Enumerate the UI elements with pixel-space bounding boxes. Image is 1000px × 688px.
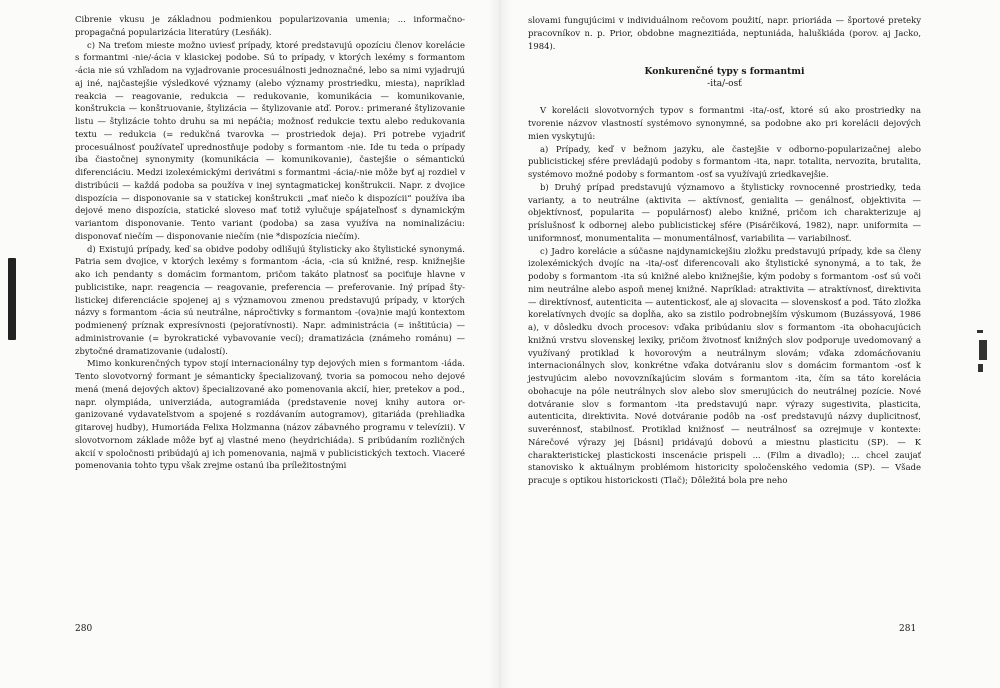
right-paragraph: c) Jadro korelácie a súčasne najdynamickejšiu zložku predstavujú prípady, kde sa členy izolexémických dvojíc na -ita/-osť diferencovali ako štylistické synonymá, a to tak, že podoby s formantom -ita sú knižné alebo knižnejšie, kým podoby s formantom -osť sú voči nim neutrálne alebo aspoň menej knižné. Napríklad: atraktivita — atraktívnosť, direktivita — direktívnosť, autenticita — autentickosť, ale aj slovacita — slovenskosť a pod. Táto zložka korelatívnych dvojíc sa dopĺňa, ako sa zistilo podrobnejším výskumom (Buzássyová, 1986 a), v dôsledku dvoch procesov: vďaka pribúdaniu slov s formantom -ita obohacujúcich knižnú vrstvu slovenskej lexiky, pričom životnosť knižných slov podporuje uvedomovaný a využívaný protiklad k hovorovým a neutrálnym slovám; vďaka zdomácňovaniu internacionálnych slov, konkrétne vďaka dotváraniu slov s domácim formantom -osť k jestvujúcim alebo novovzníkajúcim slovám s formantom -ita, čím sa táto korelácia obohacuje na póle neutrálnych slov alebo slov smerujúcich do neutrálnej pozície. Nové dotváranie slov s formantom -ita predstavujú napr. výrazy sugestivita, plasticita, autenticita, direktivita. Nové dotváranie podôb na -osť predstavujú názvy duplicitnosť, suverénnosť, stabilnosť. Protiklad knižnosť — neutrálnosť sa ozrejmuje v kontexte: Nárečové výrazy jej [básni] pridávajú dobovú a miestnu plasticitu (SP). — K charakteristickej plastickosti inscenácie prispeli ... (Film a divadlo); ... chcel zaujať stanovisko k aktuálnym problémom historicity spoločenského vedomia (SP). — Všade pracuje s optikou historickosti (Tlač); Dôležitá bola pre neho — [528, 245, 921, 485]
left-page-text — [75, 13, 465, 472]
section-heading — [528, 66, 921, 90]
scan-edge-mark-right — [975, 330, 989, 390]
right-intro-paragraph: slovami fungujúcimi v individuálnom rečovom použití, napr. prioriáda — športové preteky pracovníkov n. p. Prior, obdobne magnezitiáda, neptuniáda, haluškiáda (porov. aj Jacko, 1984). — [528, 15, 921, 51]
left-paragraph: Mimo konkurenčných typov stojí internacionálny typ dejových mien s formantom -iáda. Tento slovotvorný formant je sémanticky špecializovaný, tvoria sa pomocou neho dejové mená (mená dejových aktov) špecializované ako pomenovania akcií, hier, pretekov a pod., napr. olympiáda, univerziáda, autogramiáda (predstavenie novej knihy autora organizované vydavateľstvom a spojené s rozdávaním autogramov), gitariáda (prehliadka gitarovej hudby), Humoriáda Felixa Holzmanna (názov zábavného programu v televízii). V slovotvornom základe môže byť aj vlastné meno (heydrichiáda). S pribúdaním rozličných akcií v spoločnosti pribúdajú aj ich pomenovania, najmä v publicistických textoch. Viaceré pomenovania tohto typu však zrejme ostanú iba príležitostnými — [75, 358, 465, 471]
right-page-text — [528, 14, 921, 487]
page-number-left: 280 — [75, 624, 93, 634]
right-paragraph: a) Prípady, keď v bežnom jazyku, ale častejšie v odborno-popularizačnej alebo publicistickej sfére prevládajú podoby s formantom -ita, napr. totalita, nervozita, brutalita, systémovo možné podoby s formantom -osť sa využívajú zriedkavejšie. — [528, 143, 921, 179]
section-heading-subtitle: -ita/-osť — [707, 79, 742, 90]
left-paragraph: c) Na treťom mieste možno uviesť prípady, ktoré predstavujú opozíciu členov korelácie s formantmi -nie/-ácia v klasickej podobe. Sú to prípady, v ktorých lexémy s formantom -ácia nie sú vzhľadom na vyjadrovanie procesuálnosti jednoznačné, lebo sa nimi vyjadrujú aj iné, najčastejšie výsledkové významy (alebo významy prostriedku, miesta), napríklad reakcia — reagovanie, redukcia — redukovanie, komunikácia — komunikovanie, konštrukcia — konštruovanie, štylizácia — štylizovanie atď. Porov.: primerané štylizovanie listu — štylizácie tohto druhu sa mi nepáčia; možnosť redukcie textu alebo redukovania textu — redukcia (= redukčná tvarovka — prostriedok deja). Pri potrebe vyjadriť procesuálnosť používateľ uprednostňuje podoby s formantom -nie. Ide tu teda o prípady iba čiastočnej synonymity (komunikácia — komunikovanie), častejšie o sémantickú diferenciáciu. Medzi izolexémickými derivátmi s formantmi -ácia/-nie môže byť aj rozdiel v distribúcii — každá podoba sa používa v inej syntagmatickej konštrukcii. Napr. z dvojice dispozícia — disponovanie sa v statickej konštrukcii „mať niečo k dispozícii“ používa iba dejové meno dispozícia, statické sloveso mať totiž vylučuje spájateľnosť s dynamickým variantom disponovanie. Tento variant (podoba) sa zasa využíva na nominalizáciu: disponovať niečím — disponovanie niečím (nie *dispozícia niečím). — [75, 39, 465, 241]
page-number-right: 281 — [899, 624, 917, 634]
left-paragraph: d) Existujú prípady, keď sa obidve podoby odlišujú štylisticky ako štylistické synonymá. Patria sem dvojice, v ktorých lexémy s formantom -ácia, -cia sú knižné, resp. knižnejšie ako ich pendanty s domácim formantom, pričom takáto platnosť sa pociťuje hlavne v publicistike, napr. reagencia — reagovanie, preferencia — preferovanie. Iný prípad štylistickej diferenciácie spojenej aj s významovou zmenou predstavujú prípady, v ktorých názvy s formantom -ácia sú neutrálne, nápročtivky s formantom -(ova)nie majú kontextom podmienený príznak expresívnosti (pejoratívnosti). Napr. administrácia (= inštitúcia) — administrovanie (= byrokratické vybavovanie vecí); dramatizácia (známeho románu) — zbytočné dramatizovanie (udalostí). — [75, 243, 465, 356]
right-paragraph: V korelácii slovotvorných typov s formantmi -ita/-osť, ktoré sú ako prostriedky na tvorenie názvov vlastností systémovo synonymné, sa podobne ako pri korelácii dejových mien vyskytujú: — [528, 105, 921, 141]
section-heading-title: Konkurenčné typy s formantmi — [644, 66, 805, 78]
right-paragraph: b) Druhý prípad predstavujú významovo a štylisticky rovnocenné prostriedky, teda varianty, a to neutrálne (aktivita — aktívnosť, genialita — genálnosť, objektivita — objektívnosť, popularita — populárnosť) alebo knižné, pričom ich charakterizuje aj príslušnosť k odbornej alebo publicistickej sfére (Pisárčiková, 1982), napr. uniformita — uniformnosť, monumentalita — monumentálnosť, variabilita — variabilnosť. — [528, 181, 921, 243]
left-paragraph: Cibrenie vkusu je základnou podmienkou popularizovania umenia; ... informačno-propagačná popularizácia literatúry (Lesňák). — [75, 14, 465, 37]
